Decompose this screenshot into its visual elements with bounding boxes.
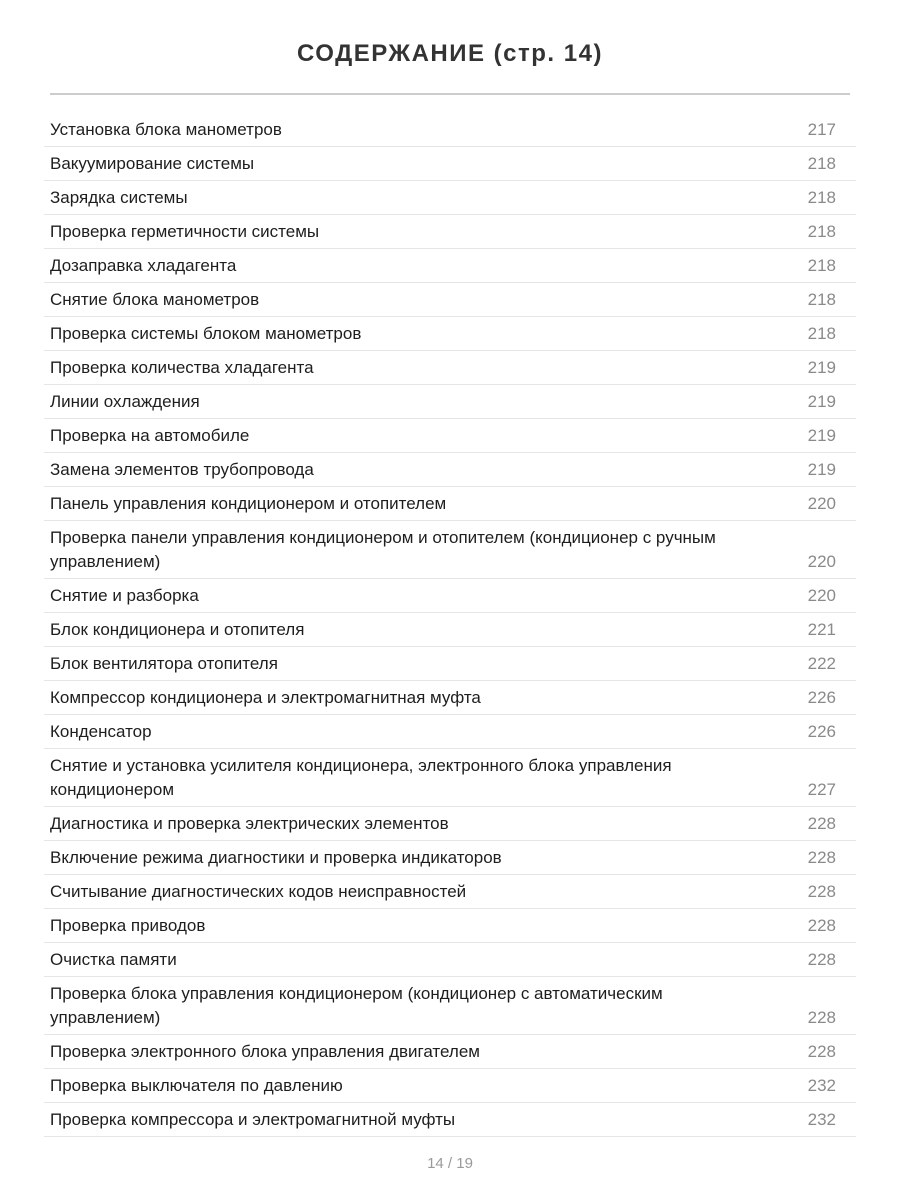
toc-entry-page: 232 [807,1110,836,1129]
toc-entry-label: Проверка блока управления кондиционером (кондиционер с автоматическим управлением) [50,984,663,1027]
toc-row [44,681,856,715]
toc-entry-page: 232 [807,1076,836,1095]
toc-entry-page: 219 [807,358,836,377]
toc-entry-label: Блок кондиционера и отопителя [50,620,305,639]
toc-entry-label: Снятие и установка усилителя кондиционера, электронного блока управления кондиционером [50,756,672,799]
toc-entry-page: 228 [807,814,836,833]
toc-entry-page: 228 [807,916,836,935]
toc-row [44,715,856,749]
toc-row [44,749,856,807]
toc-entry-page: 218 [807,290,836,309]
toc-row [44,521,856,579]
toc-row [44,147,856,181]
toc-row [44,283,856,317]
toc-entry-label: Проверка приводов [50,916,206,935]
toc-row [44,385,856,419]
toc-row [44,487,856,521]
page-title: СОДЕРЖАНИЕ (стр. 14) [297,40,603,67]
toc-row [44,1069,856,1103]
toc-entry-label: Конденсатор [50,722,152,741]
toc-entry-label: Линии охлаждения [50,392,200,411]
toc-entry-page: 219 [807,426,836,445]
toc-entry-page: 218 [807,256,836,275]
toc-entry-label: Очистка памяти [50,950,177,969]
toc-entry-label: Снятие и разборка [50,586,199,605]
toc-entry-page: 222 [807,654,836,673]
toc-entry-page: 220 [807,552,836,571]
toc-entry-page: 228 [807,1008,836,1027]
toc-entry-page: 228 [807,848,836,867]
toc-row [44,419,856,453]
toc-row [44,113,856,147]
toc-row [44,215,856,249]
toc-entry-page: 226 [807,722,836,741]
toc-row [44,647,856,681]
toc-row [44,909,856,943]
toc-row [44,807,856,841]
header-divider [50,93,850,95]
toc-entry-page: 228 [807,1042,836,1061]
toc-entry-label: Панель управления кондиционером и отопителем [50,494,447,513]
toc-row [44,977,856,1035]
toc-row [44,1103,856,1137]
toc-entry-label: Проверка компрессора и электромагнитной муфты [50,1110,456,1129]
toc-entry-label: Проверка электронного блока управления двигателем [50,1042,480,1061]
toc-row [44,579,856,613]
toc-row [44,943,856,977]
toc-row [44,249,856,283]
toc-entry-label: Компрессор кондиционера и электромагнитная муфта [50,688,481,707]
toc-entry-page: 217 [807,120,836,139]
toc-row [44,1035,856,1069]
toc-row [44,351,856,385]
toc-row [44,453,856,487]
toc-entry-label: Блок вентилятора отопителя [50,654,278,673]
toc-row [44,841,856,875]
toc-entry-page: 221 [807,620,836,639]
page-indicator: 14 / 19 [427,1155,473,1172]
toc-entry-label: Проверка герметичности системы [50,222,320,241]
toc-entry-page: 218 [807,188,836,207]
toc-entry-label: Диагностика и проверка электрических элементов [50,814,449,833]
toc-entry-page: 219 [807,392,836,411]
toc-list [44,113,856,1137]
toc-entry-label: Зарядка системы [50,188,188,207]
toc-row [44,613,856,647]
toc-entry-label: Вакуумирование системы [50,154,255,173]
toc-row [44,181,856,215]
toc-entry-label: Снятие блока манометров [50,290,260,309]
toc-entry-label: Установка блока манометров [50,120,282,139]
toc-entry-page: 228 [807,950,836,969]
toc-entry-page: 219 [807,460,836,479]
toc-entry-label: Проверка количества хладагента [50,358,314,377]
toc-entry-page: 218 [807,222,836,241]
toc-entry-label: Дозаправка хладагента [50,256,237,275]
toc-entry-page: 228 [807,882,836,901]
toc-entry-label: Замена элементов трубопровода [50,460,314,479]
toc-entry-label: Проверка на автомобиле [50,426,250,445]
toc-row [44,875,856,909]
toc-entry-page: 226 [807,688,836,707]
toc-entry-label: Считывание диагностических кодов неисправностей [50,882,467,901]
toc-row [44,317,856,351]
toc-entry-page: 218 [807,154,836,173]
toc-entry-label: Проверка панели управления кондиционером и отопителем (кондиционер с ручным управлением) [50,528,716,571]
toc-entry-label: Проверка выключателя по давлению [50,1076,343,1095]
toc-entry-page: 220 [807,586,836,605]
toc-entry-label: Включение режима диагностики и проверка индикаторов [50,848,502,867]
toc-entry-page: 220 [807,494,836,513]
toc-entry-label: Проверка системы блоком манометров [50,324,362,343]
toc-entry-page: 227 [807,780,836,799]
toc-entry-page: 218 [807,324,836,343]
